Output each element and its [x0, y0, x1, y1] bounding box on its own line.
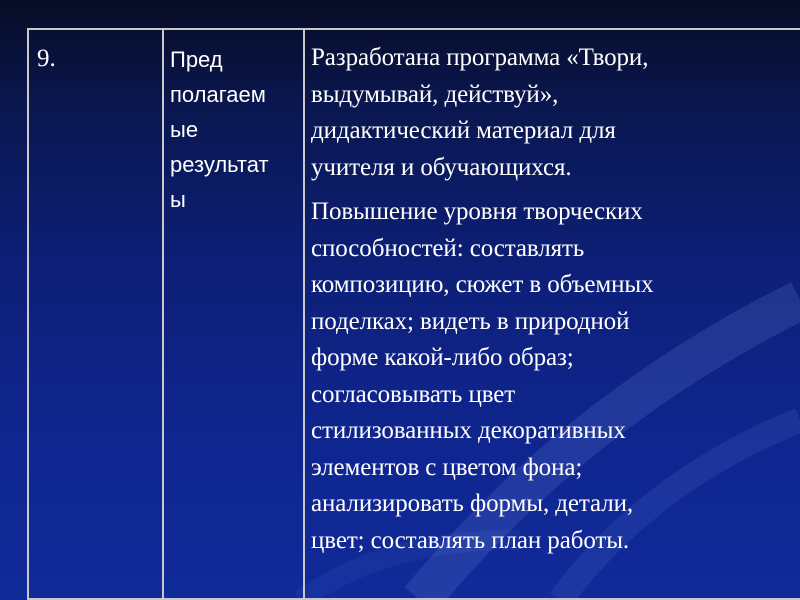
content-paragraph-2 — [311, 194, 800, 559]
row-number: 9. — [37, 45, 56, 72]
row-content-cell — [304, 29, 800, 599]
paragraph-line: способностей: составлять — [311, 234, 585, 262]
paragraph-line: композицию, сюжет в объемных — [311, 271, 654, 298]
paragraph-line: цвет; составлять план работы. — [311, 526, 630, 554]
row-heading-cell — [163, 29, 304, 599]
row-heading — [164, 30, 303, 217]
heading-line: полагаем — [170, 82, 266, 107]
content-table — [27, 28, 800, 600]
paragraph-line: форме какой-либо образ; — [311, 344, 574, 371]
paragraph-line: Разработана программа «Твори, — [311, 44, 649, 71]
paragraph-line: выдумывай, действуй», — [311, 80, 559, 108]
heading-line: ы — [170, 187, 186, 212]
content-table-wrapper — [27, 28, 800, 600]
paragraph-line: учителя и обучающихся. — [311, 153, 572, 181]
heading-line: ые — [170, 117, 199, 142]
paragraph-line: поделках; видеть в природной — [311, 307, 630, 335]
paragraph-line: Повышение уровня творческих — [311, 198, 643, 225]
row-content — [305, 30, 800, 559]
heading-line: Пред — [170, 47, 223, 72]
paragraph-line: согласовывать цвет — [311, 380, 516, 408]
paragraph-line: дидактический материал для — [311, 117, 616, 144]
paragraph-line: элементов с цветом фона; — [311, 453, 583, 481]
heading-line: результат — [170, 152, 269, 177]
content-paragraph-1 — [311, 40, 800, 186]
paragraph-line: анализировать формы, детали, — [311, 490, 634, 517]
table-row — [28, 29, 800, 599]
row-number-cell — [28, 29, 163, 599]
paragraph-line: стилизованных декоративных — [311, 417, 626, 444]
